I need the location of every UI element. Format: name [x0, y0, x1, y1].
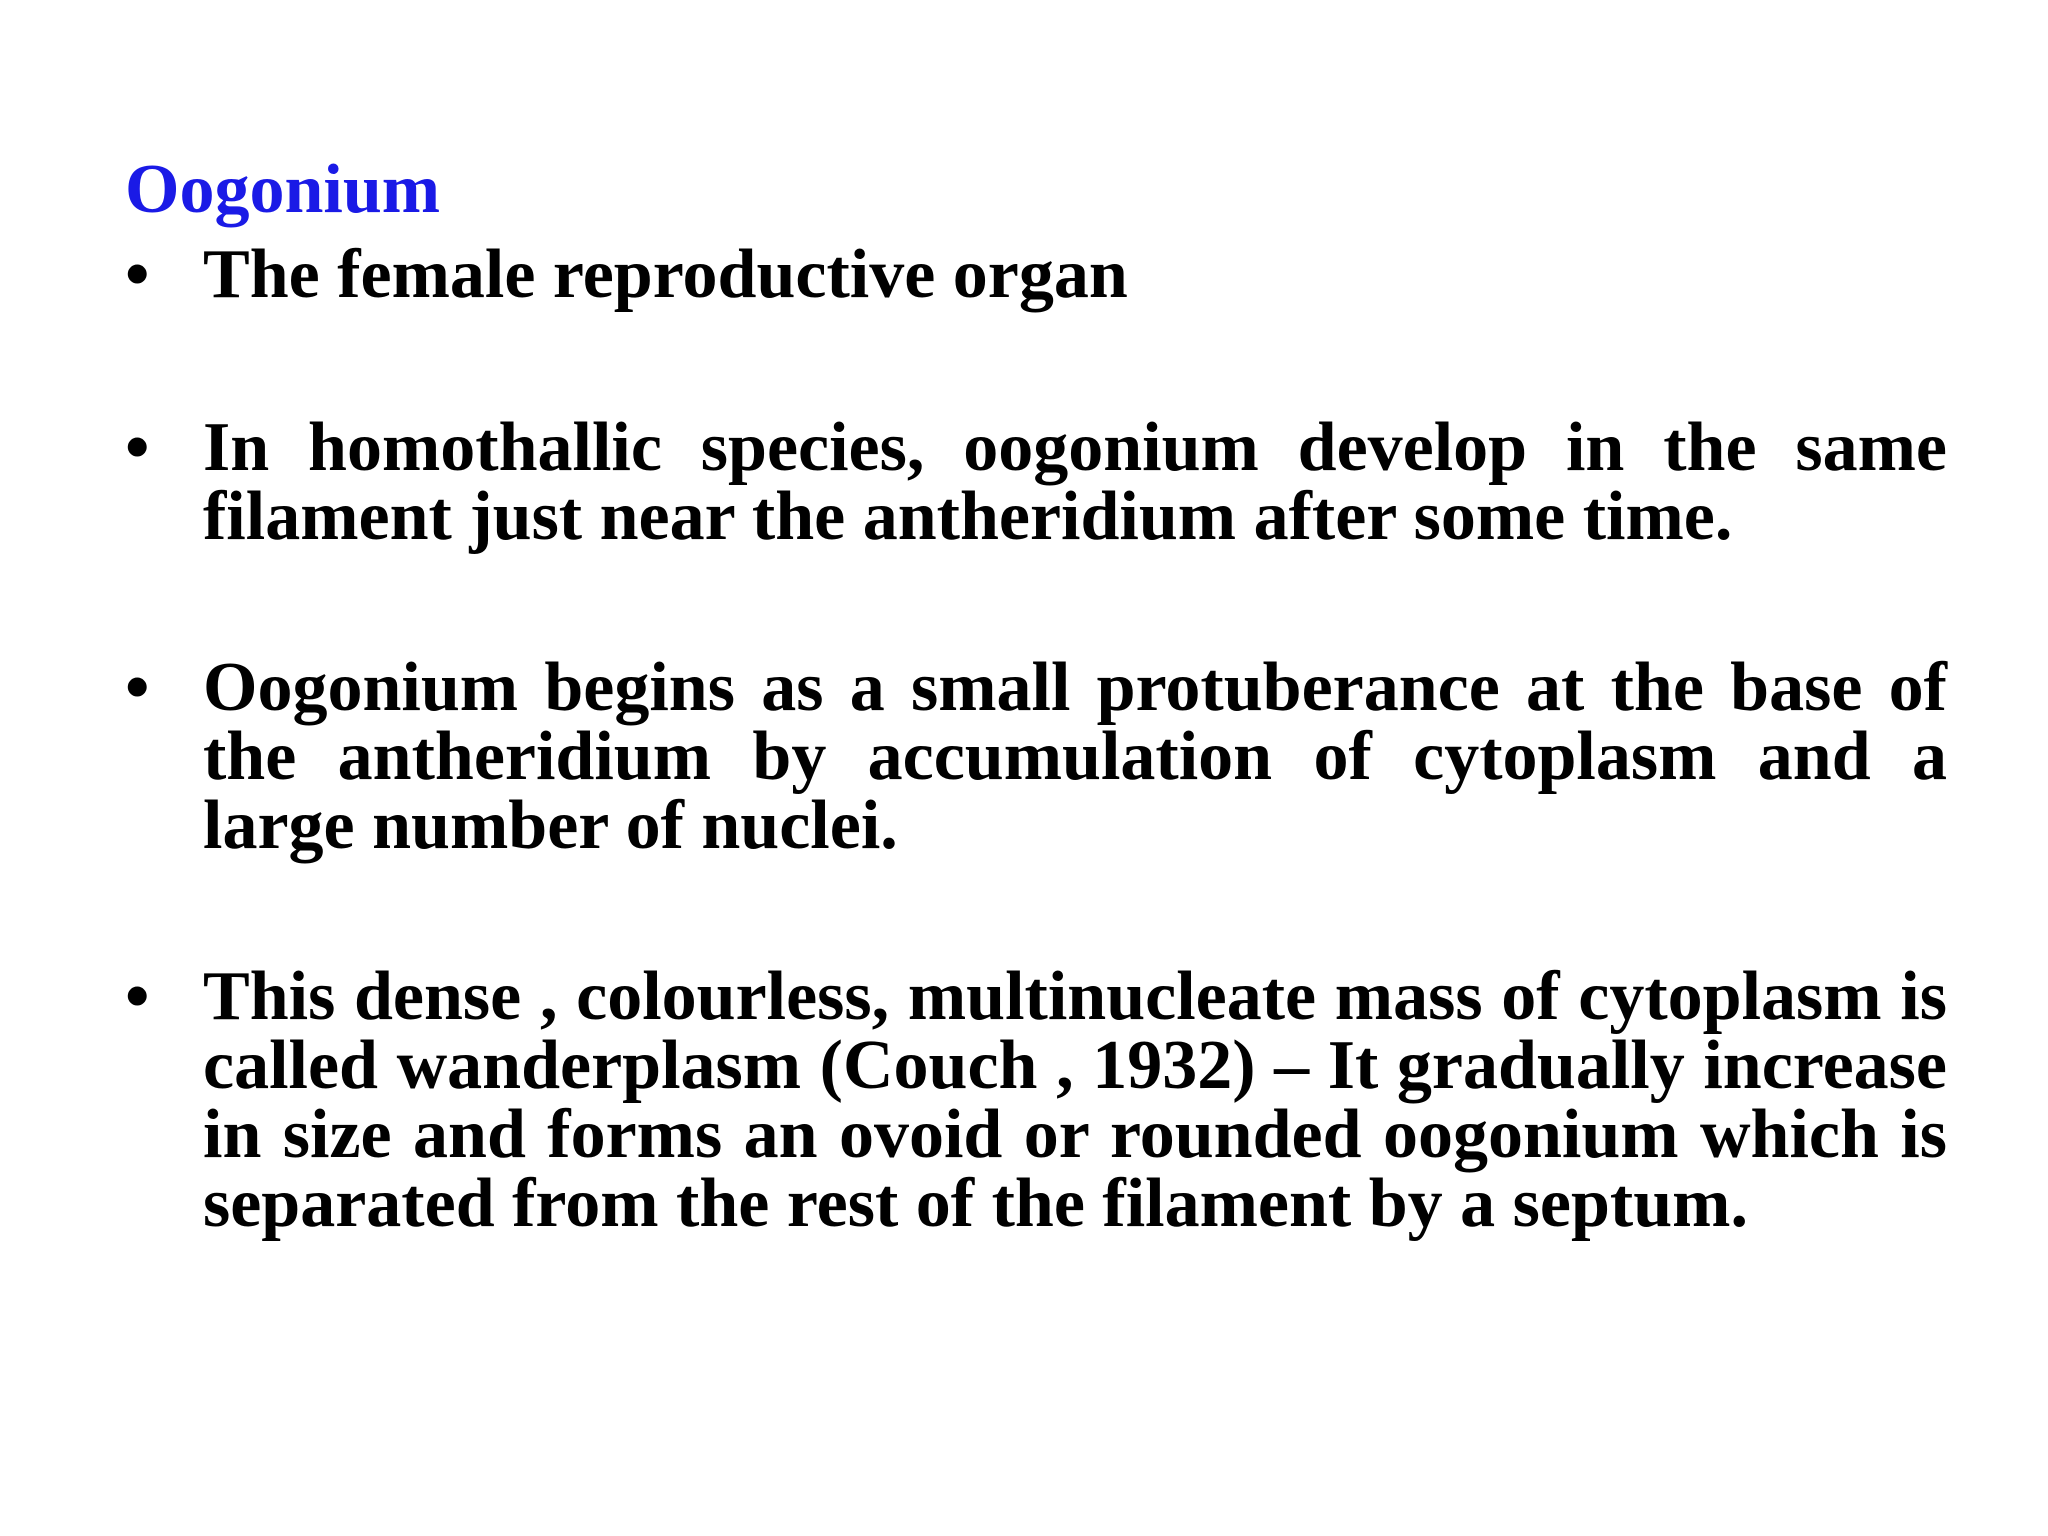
bullet-item	[125, 236, 1947, 313]
bullet-marker: •	[125, 236, 150, 313]
bullet-item	[125, 649, 1947, 864]
bullet-marker: •	[125, 958, 150, 1035]
bullet-item	[125, 958, 1947, 1242]
bullet-list	[125, 236, 1947, 1340]
bullet-marker: •	[125, 409, 150, 486]
bullet-text: In homothallic species, oogonium develop in the same filament just near the antheridium after some time.	[203, 409, 1947, 555]
bullet-text: This dense , colourless, multinucleate mass of cytoplasm is called wanderplasm (Couch , 1932) – It gradually increase in size and forms an ovoid or rounded oogonium which is separated from the rest of the filament by a septum.	[203, 958, 1947, 1242]
bullet-text: Oogonium begins as a small protuberance at the base of the antheridium by accumulation of cytoplasm and a large number of nuclei.	[203, 649, 1947, 864]
bullet-item	[125, 409, 1947, 555]
bullet-text: The female reproductive organ	[203, 236, 1128, 313]
slide-title: Oogonium	[125, 151, 441, 228]
bullet-marker: •	[125, 649, 150, 726]
